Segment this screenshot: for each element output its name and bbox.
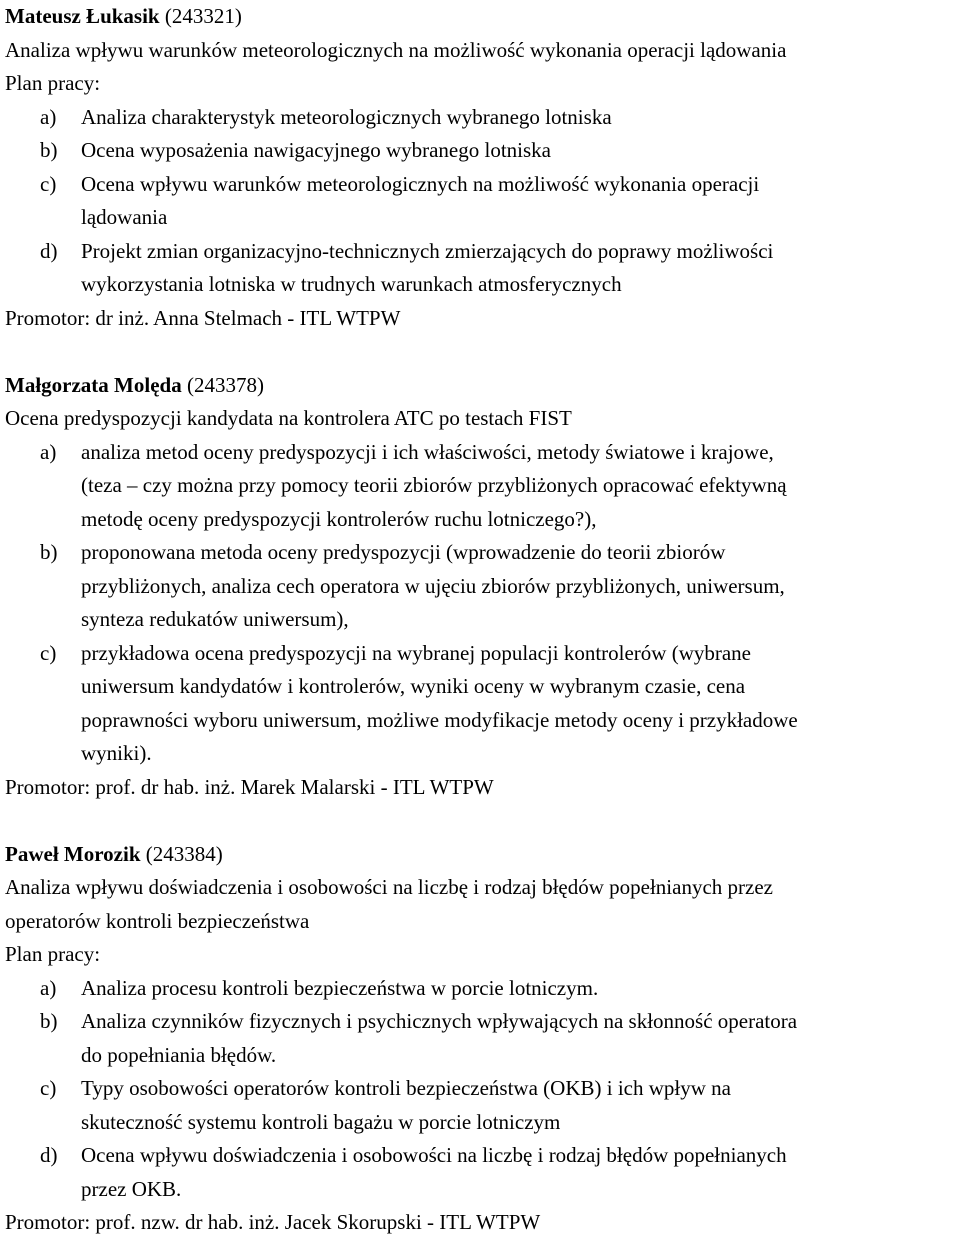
thesis-entry	[5, 0, 955, 335]
item-marker: c)	[40, 640, 57, 665]
item-marker: b)	[40, 1009, 58, 1033]
student-id: (243378)	[186, 372, 264, 397]
plan-item	[5, 436, 955, 537]
item-text-line: przez OKB.	[81, 1176, 182, 1201]
item-text-line: Analiza czynników fizycznych i psychicznych wpływających na skłonność operatora	[81, 1009, 798, 1033]
plan-item	[5, 972, 955, 1006]
plan-item	[5, 134, 955, 168]
item-marker: d)	[40, 238, 58, 263]
promotor-line: Promotor: prof. dr hab. inż. Marek Malarski - ITL WTPW	[5, 774, 494, 799]
thesis-entry	[5, 838, 955, 1240]
item-text-line: metodę oceny predyspozycji kontrolerów ruchu lotniczego?),	[81, 506, 597, 531]
item-text-line: wykorzystania lotniska w trudnych warunkach atmosferycznych	[81, 272, 622, 296]
item-marker: c)	[40, 1076, 57, 1100]
thesis-entry	[5, 369, 955, 805]
student-name: Paweł Morozik	[5, 841, 141, 866]
item-text-line: Projekt zmian organizacyjno-technicznych zmierzających do poprawy możliwości	[81, 238, 774, 263]
item-text-line: Ocena wyposażenia nawigacyjnego wybranego lotniska	[81, 138, 551, 162]
item-text-line: (teza – czy można przy pomocy teorii zbiorów przybliżonych opracować efektywną	[81, 473, 787, 497]
thesis-title: operatorów kontroli bezpieczeństwa	[5, 908, 310, 933]
thesis-title: Ocena predyspozycji kandydata na kontrolera ATC po testach FIST	[5, 406, 572, 430]
document-page	[5, 0, 955, 1240]
item-marker: b)	[40, 540, 58, 564]
item-text-line: Ocena wpływu doświadczenia i osobowości na liczbę i rodzaj błędów popełnianych	[81, 1143, 787, 1167]
plan-item	[5, 637, 955, 771]
thesis-title: Analiza wpływu doświadczenia i osobowości na liczbę i rodzaj błędów popełnianych przez	[5, 875, 773, 899]
item-text-line: lądowania	[81, 205, 168, 229]
item-marker: c)	[40, 171, 57, 196]
student-id: (243384)	[145, 841, 223, 866]
section-gap	[5, 335, 955, 369]
promotor-line: Promotor: prof. nzw. dr hab. inż. Jacek Skorupski - ITL WTPW	[5, 1210, 541, 1234]
plan-item	[5, 1072, 955, 1139]
item-text-line: Analiza procesu kontroli bezpieczeństwa w porcie lotniczym.	[81, 975, 599, 1000]
item-text-line: uniwersum kandydatów i kontrolerów, wyniki oceny w wybranym czasie, cena	[81, 674, 746, 698]
plan-item	[5, 235, 955, 302]
item-text-line: synteza redukatów uniwersum),	[81, 607, 349, 631]
item-text-line: proponowana metoda oceny predyspozycji (wprowadzenie do teorii zbiorów	[81, 540, 726, 564]
item-text-line: Analiza charakterystyk meteorologicznych wybranego lotniska	[81, 104, 612, 129]
plan-item	[5, 1005, 955, 1072]
item-text-line: Ocena wpływu warunków meteorologicznych na możliwość wykonania operacji	[81, 171, 760, 196]
item-text-line: skuteczność systemu kontroli bagażu w porcie lotniczym	[81, 1109, 561, 1134]
item-marker: a)	[40, 439, 57, 464]
plan-item	[5, 1139, 955, 1206]
promotor-line: Promotor: dr inż. Anna Stelmach - ITL WTPW	[5, 305, 401, 330]
plan-label: Plan pracy:	[5, 71, 101, 95]
item-marker: b)	[40, 138, 58, 162]
plan-label: Plan pracy:	[5, 942, 101, 966]
thesis-title: Analiza wpływu warunków meteorologicznych na możliwość wykonania operacji lądowania	[5, 37, 787, 62]
item-text-line: analiza metod oceny predyspozycji i ich właściwości, metody światowe i krajowe,	[81, 439, 774, 464]
item-text-line: przybliżonych, analiza cech operatora w ujęciu zbiorów przybliżonych, uniwersum,	[81, 573, 785, 598]
student-heading	[5, 0, 955, 34]
student-heading	[5, 838, 955, 872]
item-marker: d)	[40, 1143, 58, 1167]
item-text-line: wyniki).	[81, 741, 152, 765]
item-text-line: przykładowa ocena predyspozycji na wybranej populacji kontrolerów (wybrane	[81, 640, 752, 665]
item-marker: a)	[40, 975, 57, 1000]
item-marker: a)	[40, 104, 57, 129]
student-heading	[5, 369, 955, 403]
student-name: Mateusz Łukasik	[5, 4, 160, 28]
plan-item	[5, 168, 955, 235]
plan-item	[5, 536, 955, 637]
section-gap	[5, 804, 955, 838]
item-text-line: poprawności wyboru uniwersum, możliwe modyfikacje metody oceny i przykładowe	[81, 707, 798, 732]
plan-item	[5, 101, 955, 135]
item-text-line: do popełniania błędów.	[81, 1042, 277, 1067]
student-name: Małgorzata Molęda	[5, 372, 182, 397]
student-id: (243321)	[164, 4, 242, 28]
item-text-line: Typy osobowości operatorów kontroli bezpieczeństwa (OKB) i ich wpływ na	[81, 1076, 731, 1100]
